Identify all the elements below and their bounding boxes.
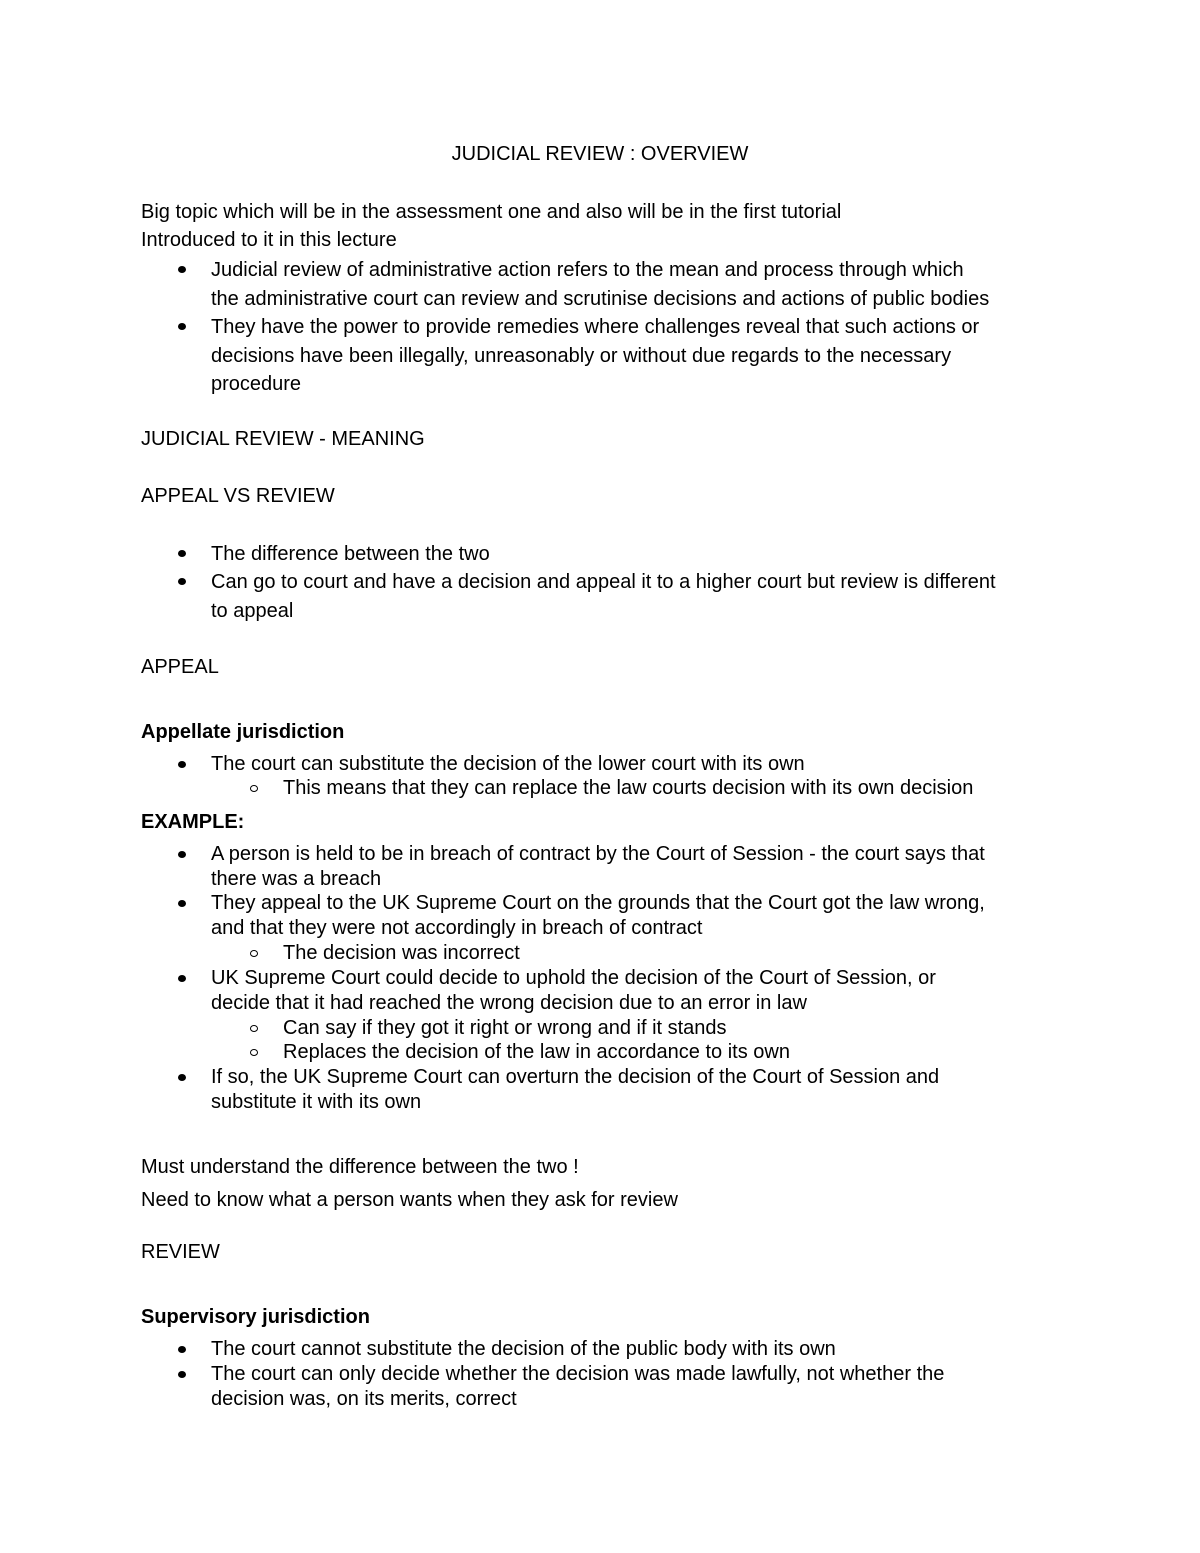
intro-bullet-1: [211, 256, 989, 313]
intro-bullet-1-line-1: Judicial review of administrative action refers to the mean and process through which: [211, 259, 964, 281]
supervisory-bullet-2-line-2: decision was, on its merits, correct: [211, 1387, 517, 1410]
example-bullet-1-line-1: A person is held to be in breach of contract by the Court of Session - the court says that: [211, 843, 985, 865]
example-bullet-1-line-2: there was a breach: [211, 867, 382, 890]
supervisory-bullet-1: [211, 1337, 836, 1362]
example-bullet-2-line-2: and that they were not accordingly in breach of contract: [211, 916, 703, 939]
meaning-heading: JUDICIAL REVIEW - MEANING: [141, 428, 425, 450]
appeal-vs-review-bullet-2-line-2: to appeal: [211, 599, 294, 622]
appeal-vs-review-bullet-2-line-1: Can go to court and have a decision and appeal it to a higher court but review is different: [211, 571, 996, 593]
example-bullet-3: [211, 966, 936, 1015]
example-bullet-2-line-1: They appeal to the UK Supreme Court on the grounds that the Court got the law wrong,: [211, 892, 985, 914]
document-title: JUDICIAL REVIEW : OVERVIEW: [451, 143, 749, 165]
example-bullet-3-sub-2: Replaces the decision of the law in accordance to its own: [283, 1041, 790, 1063]
appeal-heading: APPEAL: [141, 656, 219, 678]
note-line-2: Need to know what a person wants when they ask for review: [141, 1189, 678, 1211]
intro-bullet-2: [211, 313, 979, 399]
intro-bullet-1-line-2: the administrative court can review and scrutinise decisions and actions of public bodies: [211, 287, 990, 310]
appeal-vs-review-bullet-1: [211, 540, 490, 569]
example-label: EXAMPLE:: [141, 811, 245, 833]
appellate-sub-bullet-1: This means that they can replace the law courts decision with its own decision: [283, 777, 974, 799]
appellate-bullet-1-text: The court can substitute the decision of the lower court with its own: [211, 753, 805, 775]
example-bullet-3-line-2: decide that it had reached the wrong decision due to an error in law: [211, 991, 807, 1014]
supervisory-bullet-2: [211, 1362, 944, 1411]
example-bullet-2-sub-1: The decision was incorrect: [283, 942, 520, 964]
example-bullet-4-line-2: substitute it with its own: [211, 1090, 422, 1113]
appeal-vs-review-bullet-1-text: The difference between the two: [211, 543, 490, 565]
example-bullet-1: [211, 842, 985, 891]
example-bullet-3-sub-1: Can say if they got it right or wrong and if it stands: [283, 1017, 727, 1039]
note-line-1: Must understand the difference between the two !: [141, 1156, 579, 1178]
appellate-bullet-1: [211, 752, 805, 777]
review-heading: REVIEW: [141, 1241, 220, 1263]
intro-bullet-2-line-1: They have the power to provide remedies where challenges reveal that such actions or: [211, 316, 980, 338]
intro-bullet-2-line-2: decisions have been illegally, unreasonably or without due regards to the necessary: [211, 344, 952, 367]
supervisory-jurisdiction-heading: Supervisory jurisdiction: [141, 1306, 370, 1328]
intro-bullet-2-line-3: procedure: [211, 373, 302, 395]
example-bullet-3-line-1: UK Supreme Court could decide to uphold the decision of the Court of Session, or: [211, 967, 936, 989]
intro-line-1: Big topic which will be in the assessment one and also will be in the first tutorial: [141, 201, 842, 223]
supervisory-bullet-1-text: The court cannot substitute the decision of the public body with its own: [211, 1338, 836, 1360]
example-bullet-4-line-1: If so, the UK Supreme Court can overturn the decision of the Court of Session and: [211, 1066, 940, 1088]
appellate-jurisdiction-heading: Appellate jurisdiction: [141, 721, 345, 743]
appeal-vs-review-bullet-2: [211, 568, 996, 625]
example-bullet-2: [211, 891, 985, 940]
supervisory-bullet-2-line-1: The court can only decide whether the decision was made lawfully, not whether the: [211, 1363, 945, 1385]
appeal-vs-review-heading: APPEAL VS REVIEW: [141, 485, 335, 507]
example-bullet-4: [211, 1065, 939, 1114]
intro-line-2: Introduced to it in this lecture: [141, 229, 397, 251]
